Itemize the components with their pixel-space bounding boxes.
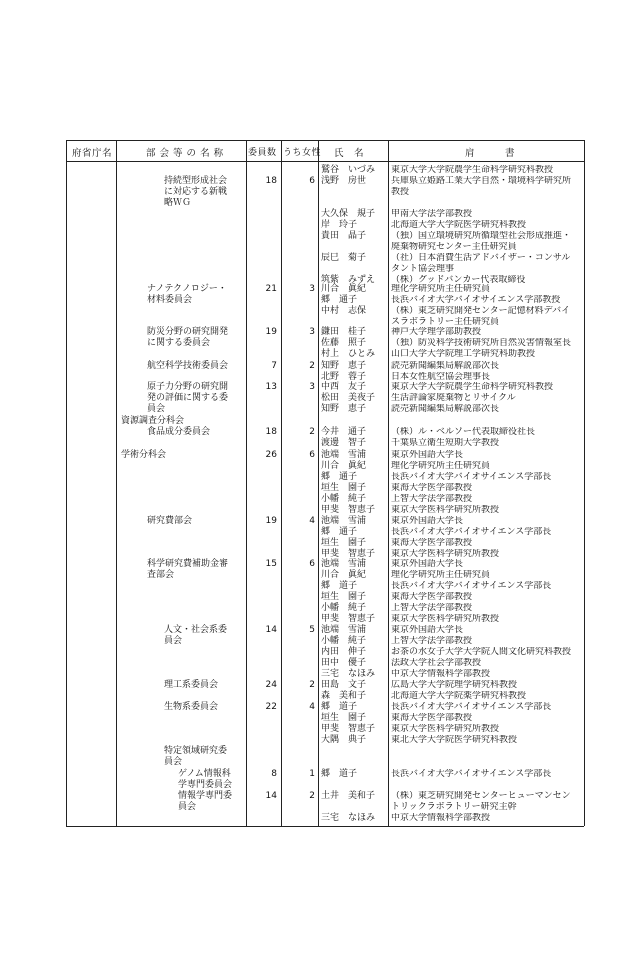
person-name: 川合 眞紀 [321,284,367,294]
person-name: 甲斐 智恵子 [321,724,376,734]
person-name: 土井 美和子 [321,791,376,801]
committee-7-women: 6 [309,450,315,460]
committee-10-line-0: 人文・社会系委 [164,625,228,635]
person-title: 北海道大学大学院薬学研究科教授 [391,691,527,701]
committee-14-women: 1 [309,769,315,779]
person-name: 今井 通子 [321,427,367,437]
person-name: 川合 眞紀 [321,570,367,580]
person-name: 村上 ひとみ [321,349,376,359]
person-name: 小幡 純子 [321,494,367,504]
committee-14-line-0: ゲノム情報科 [178,769,231,779]
person-name: 甲斐 智恵子 [321,549,376,559]
person-title: 中京大学情報科学部教授 [391,813,491,823]
person-title: 甲南大学法学部教授 [391,209,473,219]
person-name: 鎌田 桂子 [321,327,367,337]
person-name: 佐藤 照子 [321,338,367,348]
committee-15-line-0: 情報学専門委 [178,791,233,801]
committee-1-women: 3 [309,284,315,294]
committee-9-members: 15 [265,559,277,569]
border-members [281,140,282,826]
committee-4-members: 13 [265,382,277,392]
committee-5-line-0: 資源調査分科会 [121,416,185,426]
person-title: 長浜バイオ大学バイオサイエンス学部教授 [391,295,561,305]
committee-7-members: 26 [265,450,277,460]
person-name: 知野 恵子 [321,404,367,414]
committee-15-women: 2 [309,791,315,801]
committee-6-women: 2 [309,427,315,437]
person-title: （社）日本消費生活アドバイザー・コンサル [391,253,571,263]
person-title: （株）東芝研究開発センター記憶材料デバイ [391,306,571,316]
committee-0-members: 18 [265,176,277,186]
committee-2-line-1: に関する委員会 [147,338,211,348]
committee-3-women: 2 [309,361,315,371]
person-title: 上智大学法学部教授 [391,603,473,613]
person-title: 法政大学社会学部教授 [391,658,482,668]
person-title: 山口大学大学院理工学研究科助教授 [391,349,536,359]
person-title: 兵庫県立姫路工業大学自然・環境科学研究所 [391,176,572,186]
person-name: 内田 伸子 [321,647,367,657]
committee-0-line-1: に対応する新戦 [164,187,228,197]
person-name: 北野 蓉子 [321,372,367,382]
person-name: 大久保 規子 [321,209,376,219]
person-name: 小幡 純子 [321,603,367,613]
person-title: （株）ル・ベルソー代表取締役社長 [391,427,536,437]
border-left [66,140,67,826]
person-title: 東京大学大学院農学生命科学研究科教授 [391,165,554,175]
person-name: 垣生 園子 [321,483,367,493]
person-title: 東北大学大学院医学研究科教授 [391,735,518,745]
person-title: 東海大学医学部教授 [391,538,473,548]
committee-9-line-1: 査部会 [147,570,175,580]
person-name: 垣生 園子 [321,592,367,602]
person-title: スラボラトリー主任研究員 [391,317,500,327]
table-bottom-border [66,826,584,827]
border-name [388,140,389,826]
person-name: 小幡 純子 [321,636,367,646]
person-name: 森 美和子 [321,691,367,701]
table-top-border [66,140,584,141]
person-title: 東京大学大学院農学生命科学研究科教授 [391,382,554,392]
person-name: 甲斐 智恵子 [321,505,376,515]
person-title: 北海道大学大学院医学研究科教授 [391,220,527,230]
committee-0-women: 6 [309,176,315,186]
header-title: 肩 書 [465,148,516,159]
committee-10-members: 14 [265,625,277,635]
person-name: 渡邊 智子 [321,438,367,448]
person-name: 松田 美夜子 [321,393,376,403]
committee-12-members: 22 [265,702,277,712]
committee-11-members: 24 [265,680,277,690]
person-name: 田中 優子 [321,658,367,668]
person-title: 長浜バイオ大学バイオサイエンス学部長 [391,527,552,537]
person-name: 筑紫 みずえ [321,275,376,285]
committee-2-women: 3 [309,327,315,337]
border-right [584,140,585,826]
person-title: 生活評論家廃棄物とリサイクル [391,393,516,403]
committee-6-members: 18 [265,427,277,437]
person-title: 理化学研究所主任研究員 [391,284,491,294]
committee-13-line-1: 員会 [164,757,183,767]
person-name: 池端 雪浦 [321,625,367,635]
person-title: 読売新聞編集局解説部次長 [391,404,500,414]
border-committee [246,140,247,826]
header-women: うち女性 [283,148,322,158]
person-title: 日本女性航空協会理事長 [391,372,491,382]
person-name: 池端 雪浦 [321,559,367,569]
person-title: 読売新聞編集局解説部次長 [391,361,500,371]
committee-11-line-0: 理工系委員会 [164,680,219,690]
person-title: （株）東芝研究開発センターヒューマンセン [391,791,571,801]
person-title: （独）国立環境研究所循環型社会形成推進・ [391,231,572,241]
person-title: 中京大学情報科学部教授 [391,669,491,679]
header-members: 委員数 [248,148,277,158]
person-title: 長浜バイオ大学バイオサイエンス学部長 [391,769,552,779]
committee-8-women: 4 [309,516,315,526]
committee-10-line-1: 員会 [164,636,183,646]
person-name: 田島 文子 [321,680,367,690]
person-title: 廃棄物研究センター主任研究員 [391,242,517,252]
person-title: 長浜バイオ大学バイオサイエンス学部長 [391,472,552,482]
person-title: タント協会理事 [391,264,455,274]
person-name: 中村 志保 [321,306,367,316]
person-title: 東海大学医学部教授 [391,592,473,602]
committee-1-line-1: 材料委員会 [147,295,193,305]
committee-6-line-0: 食品成分委員会 [147,427,211,437]
committee-2-line-0: 防災分野の研究開発 [147,327,229,337]
person-name: 鷲谷 いづみ [321,165,376,175]
committee-15-line-1: 員会 [178,802,197,812]
committee-8-members: 19 [265,516,277,526]
committee-14-members: 8 [271,769,277,779]
committee-13-line-0: 特定領域研究委 [164,746,228,756]
committee-0-line-2: 略ＷＧ [164,198,192,208]
person-name: 郷 通子 [321,472,358,482]
committee-1-line-0: ナノテクノロジー・ [147,284,227,294]
person-title: 東京大学医科学研究所教授 [391,505,500,515]
committee-1-members: 21 [265,284,277,294]
person-title: トリックラボラトリー研究主幹 [391,802,517,812]
person-title: 東京大学医科学研究所教授 [391,549,500,559]
committee-10-women: 5 [309,625,315,635]
person-name: 垣生 園子 [321,538,367,548]
person-name: 三宅 なほみ [321,669,376,679]
border-ministry [116,140,117,826]
committee-4-line-0: 原子力分野の研究開 [147,382,229,392]
person-name: 岸 玲子 [321,220,358,230]
person-title: 東京大学医科学研究所教授 [391,724,500,734]
person-title: 東京外国語大学長 [391,559,464,569]
person-title: 理化学研究所主任研究員 [391,570,491,580]
committee-12-women: 4 [309,702,315,712]
committee-14-line-1: 学専門委員会 [178,780,233,790]
person-name: 辰巳 菊子 [321,253,367,263]
person-name: 浅野 房世 [321,176,367,186]
committee-2-members: 19 [265,327,277,337]
committee-4-women: 3 [309,382,315,392]
person-title: 東京外国語大学長 [391,450,464,460]
person-name: 池端 雪浦 [321,516,367,526]
person-title: 東京外国語大学長 [391,625,464,635]
person-title: 理化学研究所主任研究員 [391,461,491,471]
person-name: 郷 道子 [321,581,358,591]
person-title: 東海大学医学部教授 [391,483,473,493]
committee-4-line-1: 発の評価に関する委 [147,393,229,403]
committee-9-line-0: 科学研究費補助金審 [147,559,229,569]
header-name: 氏 名 [334,148,365,159]
committee-12-line-0: 生物系委員会 [164,702,219,712]
person-title: 上智大学法学部教授 [391,636,473,646]
person-title: （独）防災科学技術研究所自然災害情報室長 [391,338,572,348]
header-bottom-border [66,161,584,162]
person-title: 教授 [391,187,410,197]
person-name: 中西 友子 [321,382,367,392]
person-title: 神戸大学理学部助教授 [391,327,482,337]
person-title: 長浜バイオ大学バイオサイエンス学部長 [391,581,552,591]
person-name: 三宅 なほみ [321,813,376,823]
person-title: 上智大学法学部教授 [391,494,473,504]
person-name: 垣生 園子 [321,713,367,723]
person-name: 大隅 典子 [321,735,367,745]
person-title: 千葉県立衛生短期大学教授 [391,438,500,448]
person-name: 郷 道子 [321,769,358,779]
person-name: 郷 通子 [321,527,358,537]
person-name: 甲斐 智恵子 [321,614,376,624]
committee-9-women: 6 [309,559,315,569]
committee-3-members: 7 [271,361,277,371]
person-name: 貴田 晶子 [321,231,367,241]
person-title: 長浜バイオ大学バイオサイエンス学部長 [391,702,552,712]
committee-7-line-0: 学術分科会 [121,450,167,460]
person-title: お茶の水女子大学大学院人間文化研究科教授 [391,647,572,657]
person-name: 郷 道子 [321,702,358,712]
committee-3-line-0: 航空科学技術委員会 [147,361,229,371]
border-women [318,140,319,826]
person-title: （株）グッドバンカー代表取締役 [391,275,526,285]
person-title: 東京外国語大学長 [391,516,464,526]
header-ministry: 府省庁名 [72,148,113,159]
person-title: 東海大学医学部教授 [391,713,473,723]
person-name: 郷 通子 [321,295,358,305]
committee-0-line-0: 持続型形成社会 [164,176,228,186]
committee-4-line-2: 員会 [147,404,166,414]
header-committee: 部 会 等 の 名 称 [146,148,224,159]
person-name: 川合 眞紀 [321,461,367,471]
committee-11-women: 2 [309,680,315,690]
committee-8-line-0: 研究費部会 [147,516,193,526]
person-title: 広島大学大学院理学研究科教授 [391,680,518,690]
person-title: 東京大学医科学研究所教授 [391,614,500,624]
person-name: 池端 雪浦 [321,450,367,460]
committee-15-members: 14 [265,791,277,801]
person-name: 知野 恵子 [321,361,367,371]
